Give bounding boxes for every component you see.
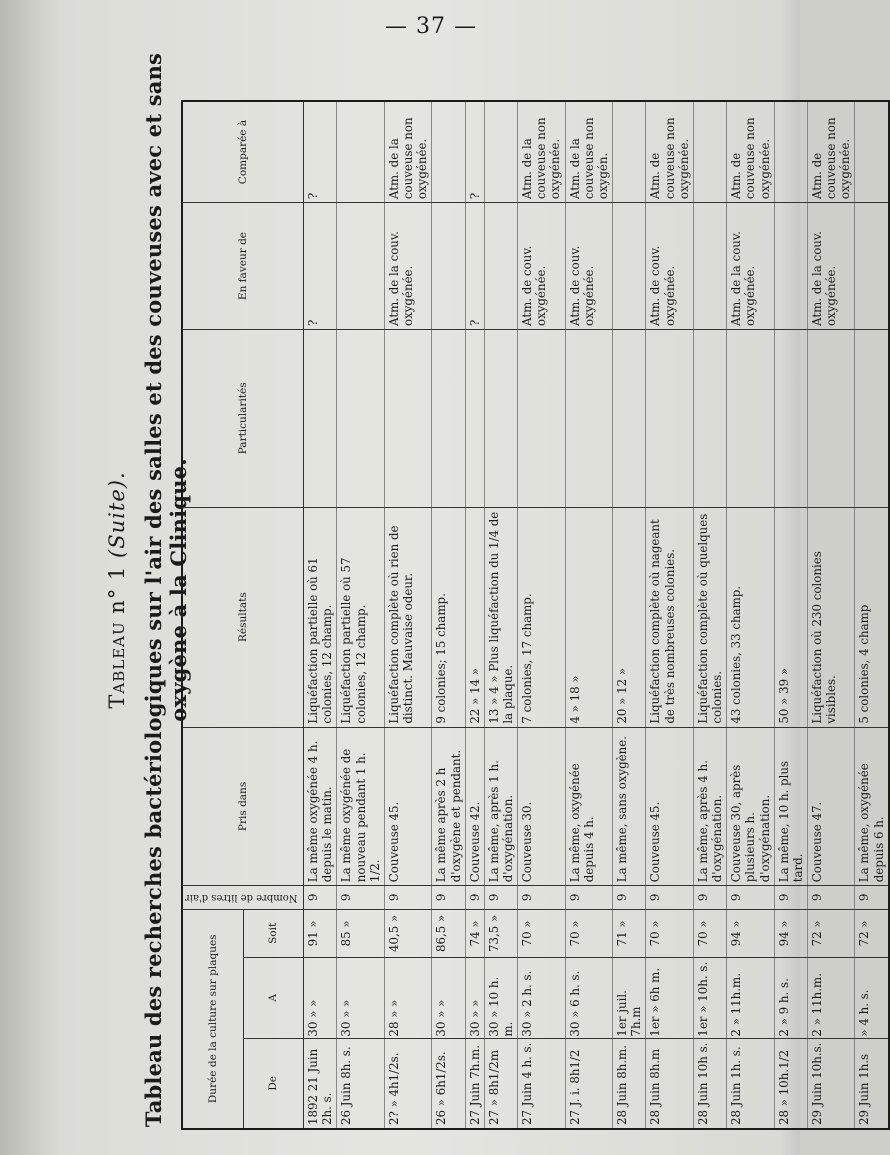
cell-litres: 9 (465, 886, 484, 909)
rotated-table-block (105, 50, 886, 1130)
table-row (807, 101, 854, 1129)
cell-a-time: » 4 h. s. (857, 989, 872, 1037)
cell-resultats: Liquéfaction partielle où 61 colonies, 12 champ. (304, 507, 337, 727)
cell-comparee: Atm. de couveuse non oxygénée. (727, 101, 774, 203)
cell-faveur: Atm. de couv. oxygénée. (646, 203, 693, 330)
cell-soit: 70 » (693, 909, 726, 958)
cell-pris: La même, après 4 h. d'oxygénation. (693, 727, 726, 886)
cell-particularites (384, 329, 431, 507)
cell-faveur (337, 203, 384, 330)
cell-a-time: » 10 h. m. (486, 976, 516, 1037)
cell-litres: 9 (384, 886, 431, 909)
cell-resultats: 9 colonies; 15 champ. (432, 507, 465, 727)
header-a: A (244, 958, 304, 1038)
cell-faveur (484, 203, 517, 330)
cell-resultats: 7 colonies, 17 champ. (518, 507, 565, 727)
cell-faveur (432, 203, 465, 330)
cell-litres: 9 (855, 886, 889, 909)
cell-resultats: 13 » 4 » Plus liquéfaction du 1/4 de la plaque. (484, 507, 517, 727)
cell-litres: 9 (727, 886, 774, 909)
cell-litres: 9 (613, 886, 646, 909)
table-row (384, 101, 431, 1129)
header-comparee: Comparée à (182, 101, 304, 203)
cell-soit: 70 » (646, 909, 693, 958)
cell-soit: 70 » (565, 909, 612, 958)
header-faveur: En faveur de (182, 203, 304, 330)
cell-faveur: Atm. de la couv. oxygénée. (384, 203, 431, 330)
cell-soit: 94 » (727, 909, 774, 958)
caption-number: n° 1 (105, 565, 129, 614)
cell-comparee (855, 101, 889, 203)
cell-comparee (484, 101, 517, 203)
cell-comparee (613, 101, 646, 203)
cell-a-day: 30 (486, 1021, 501, 1037)
cell-a-time: » 9 h. s. (776, 978, 791, 1026)
cell-faveur (774, 203, 807, 330)
cell-soit: 91 » (304, 909, 337, 958)
table-row (855, 101, 889, 1129)
cell-particularites (855, 329, 889, 507)
cell-a-time: » » (306, 999, 321, 1018)
cell-resultats: Liquéfaction complète où nageant de très nombreuses colonies. (646, 507, 693, 727)
cell-de: 27 Juin 7h.m. (465, 1038, 484, 1129)
table-title: Tableau des recherches bactériologiques sur l'air des salles et des couveuses avec et sans oxygène à la Clinique. (141, 52, 191, 1128)
cell-resultats: Liquéfaction complète où quelques colonies. (693, 507, 726, 727)
caption-suite: (Suite). (105, 471, 129, 558)
cell-particularites (807, 329, 854, 507)
cell-resultats: 20 » 12 » (613, 507, 646, 727)
cell-particularites (613, 329, 646, 507)
cell-a-time: » 11h.m. (729, 973, 744, 1026)
cell-comparee (432, 101, 465, 203)
cell-a-day: 30 (567, 1021, 582, 1037)
cell-de: 27 Juin 4 h. s. (518, 1038, 565, 1129)
cell-pris: Couveuse 45. (646, 727, 693, 886)
cell-particularites (304, 329, 337, 507)
cell-pris: La même, oxygénée depuis 4 h. (565, 727, 612, 886)
cell-litres: 9 (565, 886, 612, 909)
cell-litres: 9 (432, 886, 465, 909)
cell-a (337, 958, 384, 1038)
header-particularites: Particularités (182, 329, 304, 507)
cell-resultats: 22 » 14 » (465, 507, 484, 727)
cell-de: 2? » 4h1/2s. (384, 1038, 431, 1129)
cell-comparee (774, 101, 807, 203)
cell-a (855, 958, 889, 1038)
cell-litres: 9 (693, 886, 726, 909)
cell-a-day: 1er juil. (615, 990, 630, 1037)
cell-particularites (337, 329, 384, 507)
cell-comparee (693, 101, 726, 203)
cell-litres: 9 (304, 886, 337, 909)
cell-pris: La même, sans oxygène. (613, 727, 646, 886)
cell-a (432, 958, 465, 1038)
cell-a-day: 30 (434, 1021, 449, 1037)
cell-de: 28 » 10h.1/2 (774, 1038, 807, 1129)
cell-a (384, 958, 431, 1038)
cell-faveur (693, 203, 726, 330)
cell-faveur: Atm. de couv. oxygénée. (518, 203, 565, 330)
cell-comparee: ? (465, 101, 484, 203)
table-row (727, 101, 774, 1129)
cell-a (807, 958, 854, 1038)
cell-a (465, 958, 484, 1038)
cell-a-time: » 2 h. s. (520, 970, 535, 1018)
cell-a-day: 2 (729, 1029, 744, 1037)
cell-soit: 86,5 » (432, 909, 465, 958)
table-row (304, 101, 337, 1129)
cell-pris: La même, oxygénée depuis 6 h. (855, 727, 889, 886)
cell-de: 29 Juin 1h.s (855, 1038, 889, 1129)
cell-a-time: » 11h.m. (809, 973, 824, 1026)
cell-comparee: ? (304, 101, 337, 203)
cell-soit: 85 » (337, 909, 384, 958)
results-table (181, 100, 890, 1130)
cell-particularites (693, 329, 726, 507)
cell-a-time: » 10h. s. (695, 961, 710, 1013)
table-caption (105, 50, 129, 1130)
cell-litres: 9 (337, 886, 384, 909)
cell-particularites (646, 329, 693, 507)
cell-de: 26 Juin 8h. s. (337, 1038, 384, 1129)
cell-resultats: Liquéfaction complète où rien de distinct. Mauvaise odeur. (384, 507, 431, 727)
cell-soit: 40,5 » (384, 909, 431, 958)
cell-resultats: 5 colonies, 4 champ (855, 507, 889, 727)
cell-resultats: Liquéfaction partielle où 57 colonies, 12 champ. (337, 507, 384, 727)
cell-a (565, 958, 612, 1038)
cell-particularites (518, 329, 565, 507)
cell-a-day: 30 (306, 1021, 321, 1037)
cell-a (613, 958, 646, 1038)
cell-pris: Couveuse 30, après plusieurs h. d'oxygénation. (727, 727, 774, 886)
cell-litres: 9 (646, 886, 693, 909)
cell-particularites (565, 329, 612, 507)
cell-resultats: Liquéfaction où 230 colonies visibles. (807, 507, 854, 727)
cell-comparee: Atm. de la couveuse non oxygénée. (384, 101, 431, 203)
cell-a-time: 7h.m (629, 1006, 644, 1037)
header-resultats: Résultats (182, 507, 304, 727)
cell-de: 28 Juin 8h.m (646, 1038, 693, 1129)
cell-a-day: 2 (776, 1029, 791, 1037)
cell-soit: 70 » (518, 909, 565, 958)
cell-pris: Couveuse 42. (465, 727, 484, 886)
cell-a-time: » » (467, 999, 482, 1018)
cell-a-time: » » (386, 999, 401, 1018)
cell-pris: La même oxygénée de nouveau pendant 1 h. 1/2. (337, 727, 384, 886)
cell-a-time: » » (434, 999, 449, 1018)
table-row (518, 101, 565, 1129)
cell-comparee: Atm. de la couveuse non oxygénée. (518, 101, 565, 203)
cell-resultats: 43 colonies, 33 champ. (727, 507, 774, 727)
cell-particularites (484, 329, 517, 507)
cell-comparee (337, 101, 384, 203)
cell-a-day: 30 (467, 1021, 482, 1037)
cell-pris: La même après 2 h d'oxygène et pendant. (432, 727, 465, 886)
cell-a-day: 28 (386, 1021, 401, 1037)
cell-pris: La même, 10 h. plus tard. (774, 727, 807, 886)
table-row (693, 101, 726, 1129)
caption-label: Tableau (105, 621, 129, 709)
header-de: De (244, 1038, 304, 1129)
cell-particularites (432, 329, 465, 507)
header-pris: Pris dans (182, 727, 304, 886)
cell-a (518, 958, 565, 1038)
cell-pris: La même, après 1 h. d'oxygénation. (484, 727, 517, 886)
header-duration-group: Durée de la culture sur plaques (182, 909, 244, 1129)
cell-comparee: Atm. de la couveuse non oxygén. (565, 101, 612, 203)
cell-soit: 72 » (855, 909, 889, 958)
header-litres (182, 886, 304, 909)
header-litres-text: Nombre de litres d'air (185, 892, 298, 904)
table-row (432, 101, 465, 1129)
cell-litres: 9 (774, 886, 807, 909)
cell-soit: 71 » (613, 909, 646, 958)
cell-pris: Couveuse 47. (807, 727, 854, 886)
cell-litres: 9 (484, 886, 517, 909)
cell-de: 28 Juin 1h. s. (727, 1038, 774, 1129)
cell-de: 26 » 6h1/2s. (432, 1038, 465, 1129)
cell-pris: La même oxygénée 4 h. depuis le matin. (304, 727, 337, 886)
cell-faveur (855, 203, 889, 330)
cell-pris: Couveuse 30. (518, 727, 565, 886)
cell-particularites (727, 329, 774, 507)
cell-a-time: » 6 h. s. (567, 970, 582, 1018)
cell-a (484, 958, 517, 1038)
cell-faveur: ? (304, 203, 337, 330)
cell-a-day: 1er (648, 1016, 663, 1037)
cell-particularites (465, 329, 484, 507)
cell-a-day: 2 (809, 1029, 824, 1037)
cell-faveur: Atm. de la couv. oxygénée. (807, 203, 854, 330)
cell-a (774, 958, 807, 1038)
table-row (465, 101, 484, 1129)
cell-de: 1892 21 Juin 2h. s. (304, 1038, 337, 1129)
cell-resultats: 4 » 18 » (565, 507, 612, 727)
table-row (337, 101, 384, 1129)
page-number: — 37 — (385, 14, 477, 39)
cell-a-day: 30 (339, 1021, 354, 1037)
cell-faveur: ? (465, 203, 484, 330)
header-soit: Soit (244, 909, 304, 958)
cell-a-day: 1er (695, 1016, 710, 1037)
cell-de: 27 » 8h1/2m (484, 1038, 517, 1129)
table-row (565, 101, 612, 1129)
cell-litres: 9 (807, 886, 854, 909)
cell-de: 28 Juin 8h.m. (613, 1038, 646, 1129)
cell-litres: 9 (518, 886, 565, 909)
table-row (613, 101, 646, 1129)
cell-a-time: » 6h m. (648, 967, 663, 1013)
cell-a (304, 958, 337, 1038)
cell-a (693, 958, 726, 1038)
cell-faveur: Atm. de couv. oxygénée. (565, 203, 612, 330)
cell-faveur: Atm. de la couv. oxygénée. (727, 203, 774, 330)
cell-soit: 74 » (465, 909, 484, 958)
cell-comparee: Atm. de couveuse non oxygénée. (646, 101, 693, 203)
cell-a-day: 30 (520, 1021, 535, 1037)
cell-de: 28 Juin 10h s. (693, 1038, 726, 1129)
table-row (646, 101, 693, 1129)
cell-resultats: 50 » 39 » (774, 507, 807, 727)
cell-a (727, 958, 774, 1038)
cell-soit: 72 » (807, 909, 854, 958)
cell-pris: Couveuse 45. (384, 727, 431, 886)
cell-particularites (774, 329, 807, 507)
table-body (304, 101, 889, 1129)
cell-de: 29 Juin 10h.s. (807, 1038, 854, 1129)
cell-soit: 94 » (774, 909, 807, 958)
cell-soit: 73,5 » (484, 909, 517, 958)
table-row (484, 101, 517, 1129)
cell-comparee: Atm. de couveuse non oxygénée. (807, 101, 854, 203)
cell-de: 27 J. i. 8h1/2 (565, 1038, 612, 1129)
cell-faveur (613, 203, 646, 330)
cell-a-time: » » (339, 999, 354, 1018)
table-row (774, 101, 807, 1129)
cell-a (646, 958, 693, 1038)
